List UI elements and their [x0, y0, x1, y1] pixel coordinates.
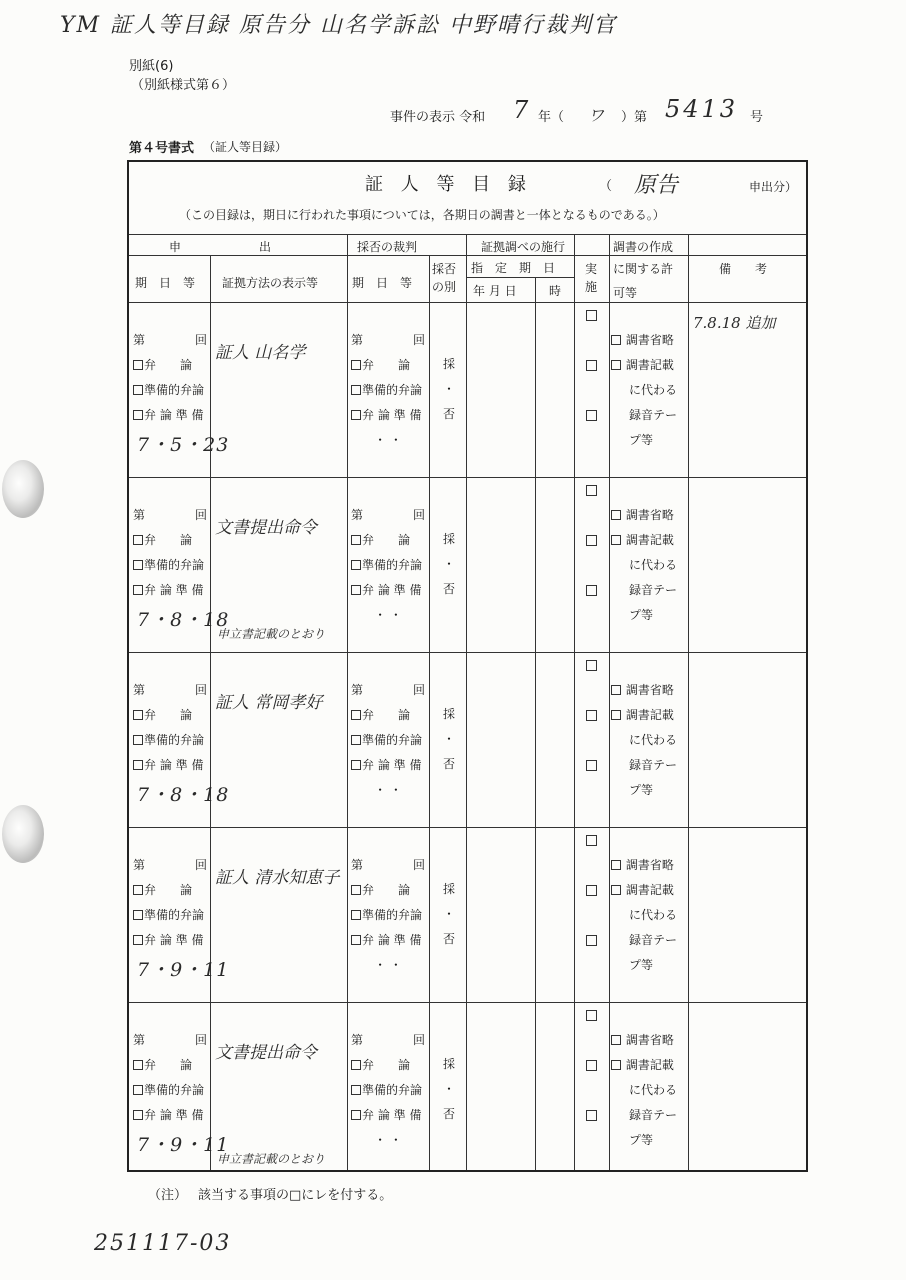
prep-oral-label: 準備的弁論	[362, 383, 423, 397]
adopt-label: 採	[442, 357, 455, 371]
checkbox[interactable]	[611, 685, 621, 695]
done-checkbox[interactable]	[586, 360, 597, 371]
decision-session	[351, 853, 425, 978]
oral-prep-label: 弁 論 準 備	[144, 758, 204, 772]
instead2-label: に代わる	[629, 1083, 678, 1097]
checkbox[interactable]	[611, 510, 621, 520]
checkbox[interactable]	[351, 385, 361, 395]
kai-label: 回	[194, 683, 207, 697]
dai-label: 第	[351, 333, 364, 347]
col-method: 証拠方法の表示等	[222, 276, 319, 290]
checkbox[interactable]	[133, 710, 143, 720]
omit-label: 調書省略	[625, 858, 674, 872]
omit-label: 調書省略	[625, 1033, 674, 1047]
instead-label: 調書記載	[625, 708, 674, 722]
remarks: 7.8.18 追加	[693, 314, 776, 332]
punch-hole	[2, 460, 44, 518]
form-sub: （証人等目録）	[203, 140, 288, 154]
checkbox[interactable]	[351, 735, 361, 745]
submitter-label: 申出分）	[749, 180, 798, 194]
mid-dot: ・	[442, 907, 455, 921]
adopt-reject	[435, 527, 463, 602]
checkbox[interactable]	[351, 885, 361, 895]
col-date: 期 日 等	[135, 276, 196, 290]
checkbox[interactable]	[351, 1085, 361, 1095]
apply-date: 7・8・18	[137, 609, 230, 631]
dai-label: 第	[351, 508, 364, 522]
apply-date: 7・8・18	[137, 784, 230, 806]
col-record3: 可等	[613, 286, 638, 300]
oral-label: 弁 論	[362, 1058, 411, 1072]
oral-prep-label: 弁 論 準 備	[362, 583, 422, 597]
kai-label: 回	[194, 333, 207, 347]
checkbox[interactable]	[133, 360, 143, 370]
kai-label: 回	[412, 683, 425, 697]
tape-label: 録音テー	[629, 933, 678, 947]
checkbox[interactable]	[611, 535, 621, 545]
prep-oral-label: 準備的弁論	[144, 733, 205, 747]
tape2-label: プ等	[629, 958, 654, 972]
col-exam: 証拠調べの施行	[481, 240, 566, 254]
reject-label: 否	[442, 1107, 455, 1121]
tape2-label: プ等	[629, 783, 654, 797]
done-checkbox[interactable]	[586, 660, 597, 671]
done-checkbox[interactable]	[586, 410, 597, 421]
footer-note-label: （注）	[148, 1188, 188, 1203]
adopt-label: 採	[442, 532, 455, 546]
table-row	[129, 479, 806, 652]
dai-label: 第	[133, 508, 146, 522]
dai-label: 第	[133, 1033, 146, 1047]
oral-prep-label: 弁 論 準 備	[362, 1108, 422, 1122]
decision-session	[351, 678, 425, 803]
evidence-method: 文書提出命令	[215, 1043, 317, 1063]
evidence-method-note: 申立書記載のとおり	[217, 627, 326, 641]
adopt-reject	[435, 352, 463, 427]
apply-date: 7・9・11	[137, 1134, 230, 1156]
case-number: 5413	[665, 95, 739, 123]
checkbox[interactable]	[351, 910, 361, 920]
checkbox[interactable]	[611, 360, 621, 370]
instead-label: 調書記載	[625, 1058, 674, 1072]
party-open: （	[599, 179, 613, 194]
handwritten-header: YM 証人等目録 原告分 山名学訴訟 中野晴行裁判官	[60, 13, 618, 38]
record-permission	[611, 678, 687, 803]
case-no-suffix: 号	[750, 110, 764, 125]
date-dots: ・ ・	[374, 433, 402, 447]
apply-session	[133, 1028, 207, 1128]
dai-label: 第	[133, 333, 146, 347]
checkbox[interactable]	[133, 735, 143, 745]
col-dec-date: 期 日 等	[352, 276, 413, 290]
apply-session	[133, 503, 207, 603]
checkbox[interactable]	[611, 335, 621, 345]
kai-label: 回	[412, 508, 425, 522]
oral-prep-label: 弁 論 準 備	[362, 933, 422, 947]
checkbox[interactable]	[351, 410, 361, 420]
done-checkbox[interactable]	[586, 710, 597, 721]
done-checkbox[interactable]	[586, 485, 597, 496]
prep-oral-label: 準備的弁論	[362, 733, 423, 747]
done-checkbox[interactable]	[586, 935, 597, 946]
oral-label: 弁 論	[362, 708, 411, 722]
checkbox[interactable]	[351, 560, 361, 570]
col-adopt1: 採否	[432, 262, 457, 276]
adopt-reject	[435, 1052, 463, 1127]
prep-oral-label: 準備的弁論	[144, 383, 205, 397]
checkbox[interactable]	[351, 935, 361, 945]
prep-oral-label: 準備的弁論	[362, 908, 423, 922]
evidence-method: 証人 常岡孝好	[215, 693, 323, 713]
checkbox[interactable]	[133, 535, 143, 545]
col-ymd: 年 月 日	[473, 284, 517, 298]
record-permission	[611, 503, 687, 628]
oral-label: 弁 論	[362, 358, 411, 372]
checkbox[interactable]	[133, 385, 143, 395]
oral-label: 弁 論	[144, 708, 193, 722]
case-year: 7	[513, 96, 529, 124]
prep-oral-label: 準備的弁論	[144, 558, 205, 572]
done-checkbox[interactable]	[586, 310, 597, 321]
table-row	[129, 1004, 806, 1177]
done-checkbox[interactable]	[586, 535, 597, 546]
apply-date: 7・9・11	[137, 959, 230, 981]
dai-label: 第	[133, 858, 146, 872]
adopt-reject	[435, 877, 463, 952]
oral-prep-label: 弁 論 準 備	[362, 408, 422, 422]
oral-prep-label: 弁 論 準 備	[144, 1108, 204, 1122]
date-dots: ・ ・	[374, 1133, 402, 1147]
appendix-label: 別紙(6)	[129, 59, 174, 74]
reject-label: 否	[442, 932, 455, 946]
table-note: （この目録は，期日に行われた事項については，各期日の調書と一体となるものである。）	[179, 208, 665, 222]
form-label: 第４号書式	[129, 141, 195, 156]
checkbox[interactable]	[611, 1035, 621, 1045]
prep-oral-label: 準備的弁論	[362, 1083, 423, 1097]
oral-label: 弁 論	[144, 1058, 193, 1072]
tape-label: 録音テー	[629, 583, 678, 597]
checkbox[interactable]	[133, 935, 143, 945]
reject-label: 否	[442, 582, 455, 596]
checkbox[interactable]	[133, 410, 143, 420]
col-decision: 採否の裁判	[357, 240, 418, 254]
date-dots: ・ ・	[374, 608, 402, 622]
footer-note: 該当する事項の□にレを付する。	[198, 1188, 393, 1203]
decision-session	[351, 503, 425, 628]
case-year-suffix: 年（	[538, 110, 565, 125]
record-permission	[611, 328, 687, 453]
date-dots: ・ ・	[374, 783, 402, 797]
omit-label: 調書省略	[625, 333, 674, 347]
dai-label: 第	[351, 1033, 364, 1047]
dai-label: 第	[351, 683, 364, 697]
checkbox[interactable]	[351, 585, 361, 595]
tape2-label: プ等	[629, 1133, 654, 1147]
instead-label: 調書記載	[625, 883, 674, 897]
apply-session	[133, 678, 207, 778]
checkbox[interactable]	[133, 885, 143, 895]
apply-session	[133, 853, 207, 953]
checkbox[interactable]	[133, 560, 143, 570]
evidence-method: 証人 山名学	[215, 343, 306, 363]
case-kind: ワ	[588, 106, 605, 125]
omit-label: 調書省略	[625, 683, 674, 697]
table-title: 証 人 等 目 録	[365, 174, 532, 195]
table-row	[129, 829, 806, 1002]
col-sched: 指 定 期 日	[471, 261, 556, 275]
adopt-label: 採	[442, 707, 455, 721]
kai-label: 回	[194, 858, 207, 872]
adopt-label: 採	[442, 882, 455, 896]
oral-label: 弁 論	[362, 883, 411, 897]
witness-table	[127, 160, 808, 1172]
kai-label: 回	[194, 1033, 207, 1047]
apply-session	[133, 328, 207, 428]
oral-prep-label: 弁 論 準 備	[144, 408, 204, 422]
reject-label: 否	[442, 407, 455, 421]
checkbox[interactable]	[351, 1060, 361, 1070]
kai-label: 回	[412, 858, 425, 872]
kai-label: 回	[412, 1033, 425, 1047]
col-apply: 申 出	[169, 240, 275, 254]
omit-label: 調書省略	[625, 508, 674, 522]
prep-oral-label: 準備的弁論	[144, 1083, 205, 1097]
record-permission	[611, 853, 687, 978]
case-prefix: 事件の表示 令和	[390, 110, 486, 125]
instead-label: 調書記載	[625, 358, 674, 372]
col-adopt2: の別	[432, 280, 457, 294]
checkbox[interactable]	[133, 1060, 143, 1070]
checkbox[interactable]	[351, 360, 361, 370]
evidence-method-note: 申立書記載のとおり	[217, 1152, 326, 1166]
checkbox[interactable]	[611, 1060, 621, 1070]
done-checkbox[interactable]	[586, 760, 597, 771]
tape-label: 録音テー	[629, 1108, 678, 1122]
kai-label: 回	[194, 508, 207, 522]
checkbox[interactable]	[133, 910, 143, 920]
decision-session	[351, 1028, 425, 1153]
done-checkbox[interactable]	[586, 835, 597, 846]
checkbox[interactable]	[351, 1110, 361, 1120]
checkbox[interactable]	[611, 885, 621, 895]
checkbox[interactable]	[611, 710, 621, 720]
date-dots: ・ ・	[374, 958, 402, 972]
oral-prep-label: 弁 論 準 備	[144, 933, 204, 947]
dai-label: 第	[133, 683, 146, 697]
checkbox[interactable]	[133, 1110, 143, 1120]
oral-label: 弁 論	[144, 358, 193, 372]
mid-dot: ・	[442, 557, 455, 571]
mid-dot: ・	[442, 382, 455, 396]
instead2-label: に代わる	[629, 383, 678, 397]
instead2-label: に代わる	[629, 908, 678, 922]
done-checkbox[interactable]	[586, 585, 597, 596]
punch-hole	[2, 805, 44, 863]
dai-label: 第	[351, 858, 364, 872]
table-row	[129, 304, 806, 477]
evidence-method: 文書提出命令	[215, 518, 317, 538]
tape-label: 録音テー	[629, 408, 678, 422]
reject-label: 否	[442, 757, 455, 771]
col-record2: に関する許	[613, 262, 674, 276]
oral-label: 弁 論	[144, 883, 193, 897]
decision-session	[351, 328, 425, 453]
mid-dot: ・	[442, 1082, 455, 1096]
checkbox[interactable]	[133, 585, 143, 595]
tape2-label: プ等	[629, 433, 654, 447]
appendix-form: （別紙様式第６）	[131, 78, 236, 93]
done-checkbox[interactable]	[586, 1110, 597, 1121]
checkbox[interactable]	[351, 535, 361, 545]
instead2-label: に代わる	[629, 733, 678, 747]
oral-prep-label: 弁 論 準 備	[144, 583, 204, 597]
tape2-label: プ等	[629, 608, 654, 622]
oral-label: 弁 論	[144, 533, 193, 547]
instead2-label: に代わる	[629, 558, 678, 572]
party-name: 原告	[634, 173, 679, 198]
kai-label: 回	[412, 333, 425, 347]
handwritten-doc-number: 251117-03	[94, 1231, 232, 1256]
checkbox[interactable]	[133, 1085, 143, 1095]
checkbox[interactable]	[351, 710, 361, 720]
checkbox[interactable]	[611, 860, 621, 870]
table-row	[129, 654, 806, 827]
apply-date: 7・5・23	[137, 434, 230, 456]
col-done1: 実	[585, 262, 598, 276]
col-time: 時	[549, 284, 562, 298]
col-done2: 施	[585, 280, 598, 294]
prep-oral-label: 準備的弁論	[362, 558, 423, 572]
prep-oral-label: 準備的弁論	[144, 908, 205, 922]
checkbox[interactable]	[133, 760, 143, 770]
col-remarks: 備 考	[719, 262, 768, 276]
record-permission	[611, 1028, 687, 1153]
case-no-prefix: ）第	[621, 110, 648, 125]
checkbox[interactable]	[351, 760, 361, 770]
tape-label: 録音テー	[629, 758, 678, 772]
evidence-method: 証人 清水知恵子	[215, 868, 340, 888]
done-checkbox[interactable]	[586, 1060, 597, 1071]
oral-label: 弁 論	[362, 533, 411, 547]
col-record1: 調書の作成	[613, 240, 674, 254]
mid-dot: ・	[442, 732, 455, 746]
adopt-label: 採	[442, 1057, 455, 1071]
oral-prep-label: 弁 論 準 備	[362, 758, 422, 772]
instead-label: 調書記載	[625, 533, 674, 547]
adopt-reject	[435, 702, 463, 777]
done-checkbox[interactable]	[586, 1010, 597, 1021]
done-checkbox[interactable]	[586, 885, 597, 896]
